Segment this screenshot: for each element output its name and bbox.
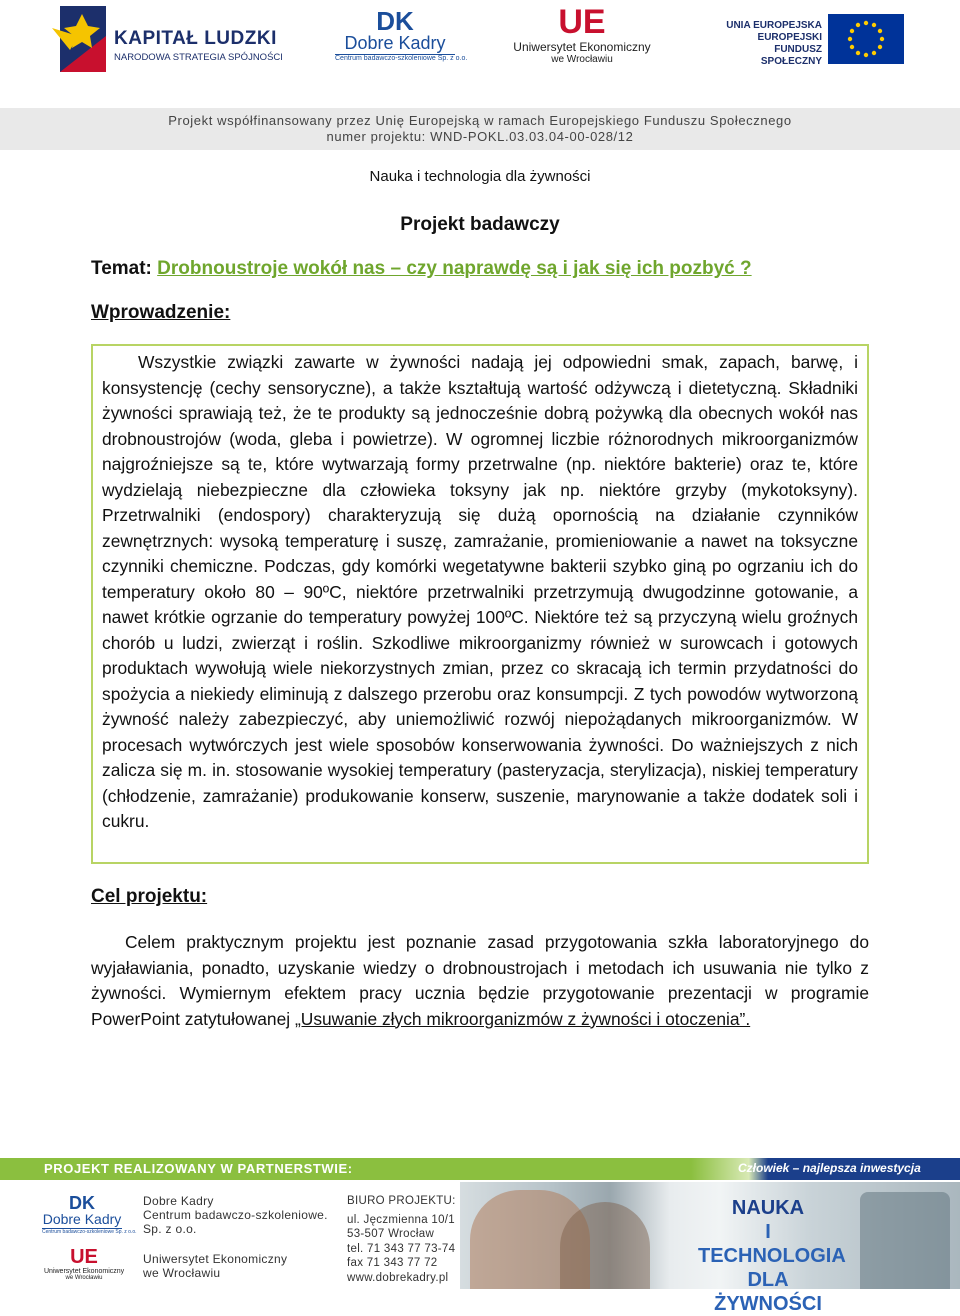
topic-line xyxy=(91,258,752,280)
program-title-line-1: NAUKA xyxy=(731,1197,805,1219)
topic-value: Drobnoustroje wokół nas – czy naprawdę są i jak się ich pozbyć ? xyxy=(157,258,752,279)
footer-photo-banner xyxy=(460,1182,960,1315)
dobre-kadry-logo xyxy=(335,6,468,70)
eu-text xyxy=(718,20,822,68)
header-logos xyxy=(0,0,960,104)
footer xyxy=(0,1158,960,1315)
partner1-line-3: Sp. z o.o. xyxy=(143,1222,197,1236)
document-title: Projekt badawczy xyxy=(400,214,560,235)
intro-box xyxy=(91,344,869,864)
dobre-kadry-subtitle: Centrum badawczo-szkoleniowe Sp. z o.o. xyxy=(335,55,468,62)
office-fax: fax 71 343 77 72 xyxy=(347,1257,438,1269)
partner-ue xyxy=(143,1252,287,1280)
eu-line-2: EUROPEJSKI xyxy=(757,32,822,43)
ue-name: Uniwersytet Ekonomiczny xyxy=(513,40,651,54)
footer-bar xyxy=(0,1158,960,1180)
dobre-kadry-name: Dobre Kadry xyxy=(344,33,446,53)
office-city: 53-507 Wrocław xyxy=(347,1228,435,1240)
kapital-ludzki-subtitle: NARODOWA STRATEGIA SPÓJNOŚCI xyxy=(114,52,283,63)
funding-banner xyxy=(0,108,960,150)
kapital-ludzki-title: KAPITAŁ LUDZKI xyxy=(114,28,277,49)
funding-line-2: numer projektu: WND-POKL.03.03.04-00-028/12 xyxy=(326,129,634,144)
dobre-kadry-mark: DK xyxy=(376,6,414,36)
footer-dk-name: Dobre Kadry xyxy=(42,1211,122,1227)
partner2-line-1: Uniwersytet Ekonomiczny xyxy=(143,1252,288,1266)
footer-ue-mark: UE xyxy=(70,1246,98,1268)
ue-subtitle: we Wrocławiu xyxy=(551,54,613,65)
ue-mark: UE xyxy=(558,3,606,41)
partner-dobre-kadry xyxy=(143,1194,328,1236)
partnership-label: PROJEKT REALIZOWANY W PARTNERSTWIE: xyxy=(44,1161,353,1176)
goal-paragraph xyxy=(91,930,869,1032)
eu-fund-logo xyxy=(718,14,908,66)
program-title xyxy=(698,1196,846,1316)
slogan: Człowiek – najlepsza inwestycja xyxy=(738,1161,921,1175)
project-office xyxy=(347,1194,456,1285)
kapital-ludzki-logo xyxy=(52,6,282,74)
intro-paragraph: Wszystkie związki zawarte w żywności nadają jej odpowiedni smak, zapach, barwę, i konsystencję (cechy sensoryczne), a także kształtują wartość odżywczą i dietetyczną. Składniki żywności sprawiają też, że te produkty są jednocześnie dobrą pożywką dla obecnych wokół nas drobnoustrojów (woda, gleba i powietrze). W ogromnej liczbie różnorodnych mikroorganizmów najgroźniejsze są te, które wytwarzają formy przetrwalne (np. niektóre bakterie) oraz te, które wydzielają niebezpieczne dla człowieka toksyny jak np. niektóre grzyby (mykotoksyny). Przetrwalniki (endospory) charakteryzują się dużą opornością na działanie czynników zewnętrznych: wysoką temperaturę i suszę, zamrażanie, promieniowanie a nawet na toksyczne czynniki chemiczne. Podczas, gdy komórki wegetatywne bakterii szybko giną po ogrzaniu ich do temperatury około 80 – 90ºC, niektóre przetrwalniki przetrzymują dwugodzinne gotowanie, a nawet krótkie ogrzanie do temperatury powyżej 100ºC. Niektóre też są przyczyną wielu groźnych chorób u ludzi, zwierząt i roślin. Szkodliwe mikroorganizmy również w surowcach i gotowych produktach wywołują wiele niekorzystnych zmian, przez co skracają ich termin przydatności do spożycia a niekiedy eliminują z dalszego przerobu oraz konsumpcji. Z tych powodów wytworzoną żywność należy zabezpieczyć, aby uniemożliwić rozwój niepożądanych mikroorganizmów. W procesach wytwórczych jest wiele sposobów konserwowania żywności. Do ważniejszych z nich zalicza się m. in. stosowanie wysokiej temperatury (pasteryzacja, sterylizacja), niskiej temperatury (chłodzenie, zamrażanie) produkowanie konserw, suszenie, marynowanie a także dodatek soli i cukru. xyxy=(102,352,858,831)
topic-label: Temat: xyxy=(91,258,152,279)
footer-dk-mark: DK xyxy=(69,1193,95,1213)
footer-dk-subtitle: Centrum badawczo-szkoleniowe Sp. z o.o. xyxy=(42,1229,137,1235)
children-photo-2 xyxy=(560,1202,650,1289)
office-website: www.dobrekadry.pl xyxy=(347,1271,449,1284)
footer-ue-name: Uniwersytet Ekonomiczny xyxy=(44,1268,125,1275)
partner1-line-1: Dobre Kadry xyxy=(143,1194,214,1208)
program-title-line-3: DLA ŻYWNOŚCI xyxy=(714,1269,822,1315)
funding-line-1: Projekt współfinansowany przez Unię Europejską w ramach Europejskiego Funduszu Społecznego xyxy=(168,113,792,128)
office-title: BIURO PROJEKTU: xyxy=(347,1195,456,1207)
uniwersytet-ekonomiczny-logo xyxy=(512,4,652,70)
goal-presentation-title: „Usuwanie złych mikroorganizmów z żywności i otoczenia”. xyxy=(294,1008,751,1029)
partner2-line-2: we Wrocławiu xyxy=(143,1266,221,1280)
goal-section xyxy=(91,930,869,1032)
goal-text: Celem praktycznym projektu jest poznanie zasad przygotowania szkła laboratoryjnego do wyjaławiania, ponadto, uzyskanie wiedzy o drobnoustrojach i metodach ich usuwania nie tylko z żywności. Wymiernym efektem pracy ucznia będzie przygotowanie prezentacji w programie PowerPoint zatytułowanej xyxy=(91,932,869,1029)
eu-line-1: UNIA EUROPEJSKA xyxy=(726,20,822,31)
laboratory-photo xyxy=(860,1192,950,1289)
footer-ue-subtitle: we Wrocławiu xyxy=(65,1275,103,1281)
office-street: ul. Jęczmienna 10/1 xyxy=(347,1213,455,1226)
program-title-line-2: I TECHNOLOGIA xyxy=(698,1221,846,1267)
office-phone: tel. 71 343 77 73-74 xyxy=(347,1242,456,1255)
partner1-line-2: Centrum badawczo-szkoleniowe. xyxy=(143,1208,328,1222)
kapital-ludzki-emblem-icon xyxy=(52,6,110,72)
eu-flag-icon xyxy=(828,14,904,64)
document-subject: Nauka i technologia dla żywności xyxy=(369,168,591,185)
intro-heading: Wprowadzenie: xyxy=(91,302,231,323)
eu-line-3: FUNDUSZ SPOŁECZNY xyxy=(760,44,822,67)
footer-ue-logo xyxy=(44,1246,124,1312)
goal-heading: Cel projektu: xyxy=(91,886,208,907)
